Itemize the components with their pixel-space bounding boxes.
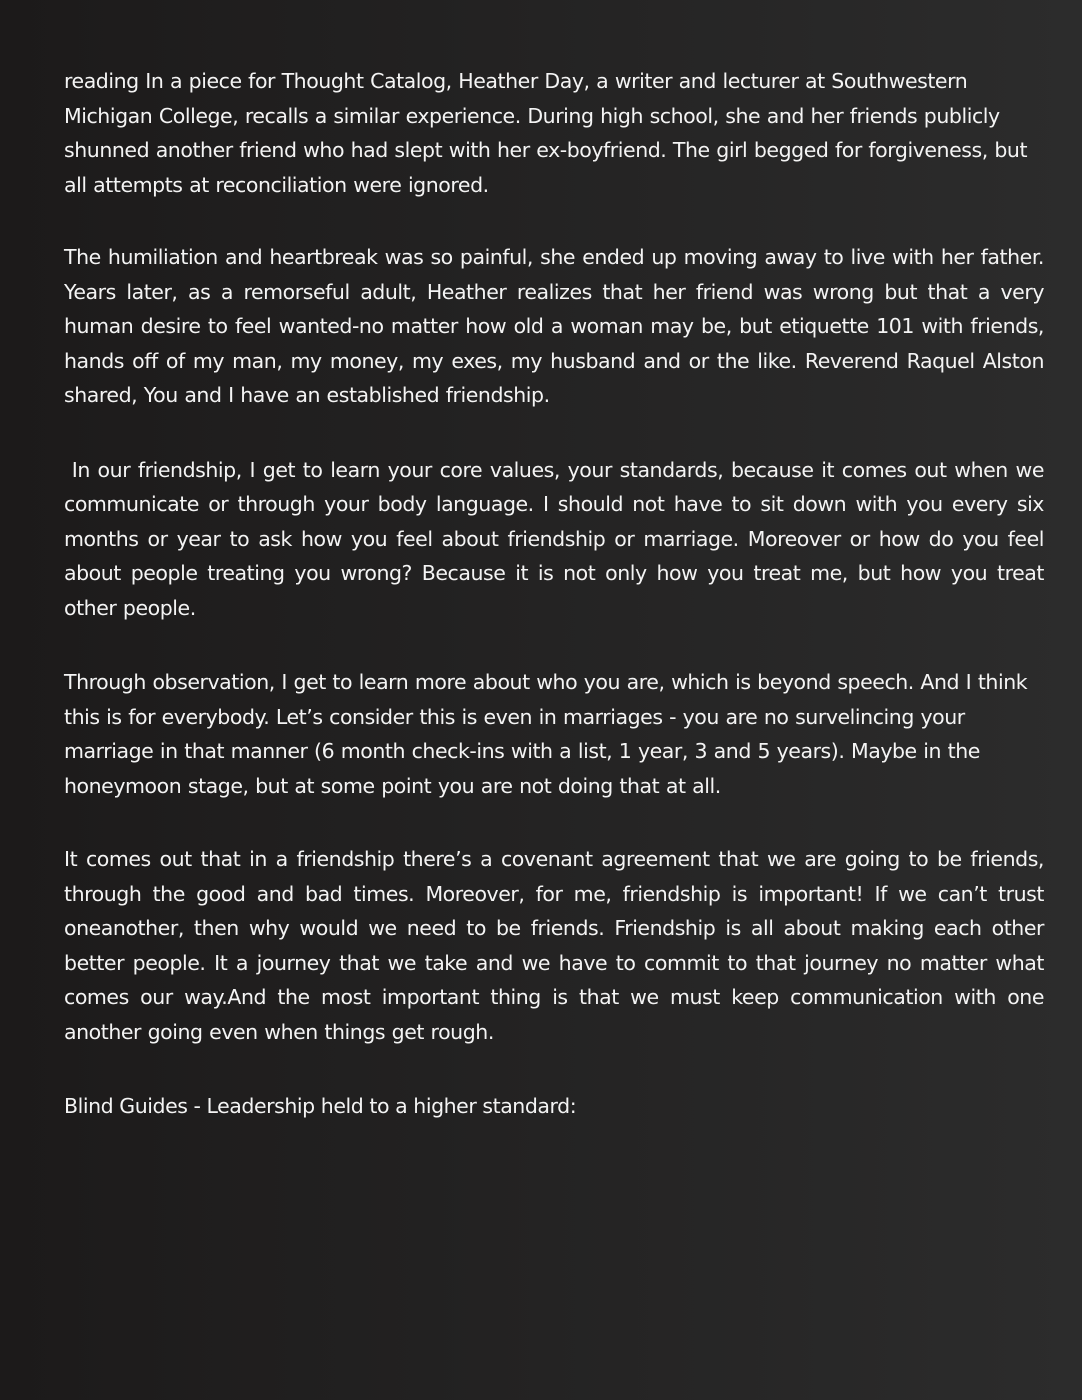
paragraph-core-values: In our friendship, I get to learn your core values, your standards, because it comes out when we communicate or through your body language. I should not have to sit down with you every six months or year to ask how you feel about friendship or marriage. Moreover or how do you feel about people treating you wrong? Because it is not only how you treat me, but how you treat other people. <box>64 457 1051 620</box>
paragraph-covenant: It comes out that in a friendship there’s a covenant agreement that we are going to be friends, through the good and bad times. Moreover, for me, friendship is important! If we can’t trust oneanother, then why would we need to be friends. Friendship is all about making each other better people. It a journey that we take and we have to commit to that journey no matter what comes our way.And the most important thing is that we must keep communication with one another going even when things get rough. <box>64 847 1044 1044</box>
section-heading: Blind Guides - Leadership held to a higher standard: <box>64 1094 577 1118</box>
paragraph-humiliation: The humiliation and heartbreak was so painful, she ended up moving away to live with her father. Years later, as a remorseful adult, Heather realizes that her friend was wrong but that a very human desire to feel wanted-no matter how old a woman may be, but etiquette 101 with friends, hands off of my man, my money, my exes, my husband and or the like. Reverend Raquel Alston shared, You and I have an established friendship. <box>64 245 1044 407</box>
paragraph-heather-day: reading In a piece for Thought Catalog, Heather Day, a writer and lecturer at Southwestern Michigan College, recalls a similar experience. During high school, she and her friends publicly shunned another friend who had slept with her ex-boyfriend. The girl begged for forgiveness, but all attempts at reconciliation were ignored. <box>64 69 1028 197</box>
document-body <box>64 64 1051 1124</box>
paragraph-observation: Through observation, I get to learn more about who you are, which is beyond speech. And I think this is for everybody. Let’s consider this is even in marriages - you are no survelincing your marriage in that manner (6 month check-ins with a list, 1 year, 3 and 5 years). Maybe in the honeymoon stage, but at some point you are not doing that at all. <box>64 670 1028 798</box>
